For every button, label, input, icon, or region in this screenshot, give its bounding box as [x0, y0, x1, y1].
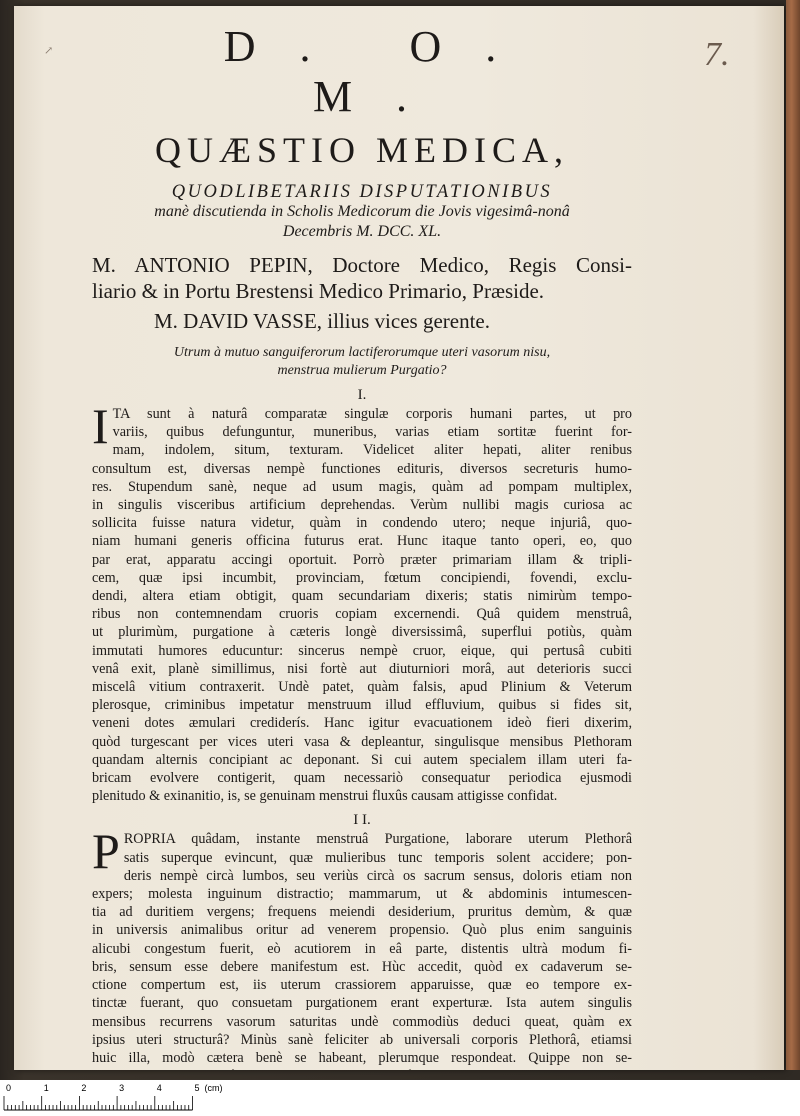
text-line: sollicita fuisse natura videtur, quàm in condendo utero; neque injuriâ, quo- [92, 515, 632, 532]
section-number-2: I I. [353, 812, 371, 829]
ruler-tick-label: 0 [6, 1083, 12, 1093]
text-line: satis superque evincunt, quæ mulieribus tunc temporis solent accidere; pon- [123, 849, 632, 866]
ruler-tick-label: 3 [119, 1083, 125, 1093]
drop-cap-letter: I [92, 398, 109, 454]
text-line: ipsius uteri structurâ? Minùs sanè feliciter ab universali corporis Plethorâ, etiamsi [92, 1031, 632, 1048]
ruler-tick-label: 1 [43, 1083, 49, 1093]
text-line: plenitudo & exinanitio, is, se genuinam menstrui fluxûs causam attigisse confidat. [92, 788, 558, 805]
text-line: plerosque, criminibus impetatur menstruum illud effluvium, quibus si fides sit, [92, 697, 632, 714]
praeses-block [92, 252, 632, 304]
text-line: quandam alternis concipiant ac deponant. Si cui autem specialem illam uteri fa- [92, 751, 632, 768]
subtitle-disputation: QUODLIBETARIIS DISPUTATIONIBUS [171, 182, 553, 202]
section-number-1: I. [357, 387, 367, 403]
text-line: res. Stupendum sanè, neque ad usum magis, quàm ad pompam multiplex, [92, 478, 632, 495]
text-line: ctione compertum est, iis uterum crassiorem apparuisse, quæ eo tempore ex- [92, 977, 632, 994]
text-line: alicubi congestum fuerit, eò acutiorem in eâ parte, distentis ultrà modum fi- [92, 940, 632, 957]
section-2-paragraph [92, 823, 632, 1070]
scale-ruler [0, 1080, 800, 1116]
thesis-question [92, 344, 632, 380]
text-line: cem, quæ ipsi incumbit, provinciam, fœtum concipiendi, fovendi, exclu- [92, 569, 632, 586]
text-line [92, 1067, 632, 1070]
dom-heading: D. O. M. [223, 22, 541, 121]
ruler-ticks [0, 1080, 260, 1116]
text-line: veneni dotes æmulari crediderís. Hanc igitur evacuationem ideò fieri dixerim, [92, 715, 632, 732]
text-line: par erat, apparatu accingi oportuit. Porrò præter primariam illam & tripli- [92, 551, 632, 568]
text-line: expers; molesta inguinum distractio; mammarum, ut & abdominis intumescen- [92, 886, 632, 903]
ruler-tick-label: 4 [156, 1083, 162, 1093]
vices-line: M. DAVID VASSE, illius vices gerente. [154, 309, 490, 333]
ruler-unit-label: (cm) [204, 1083, 223, 1093]
drop-cap-letter: P [92, 823, 120, 880]
text-line: deris nempè circà lumbos, seu veriùs circà os sacrum sensus, doloris etiam non [123, 867, 632, 884]
text-line: ROPRIA quâdam, instante menstruâ Purgatione, laborare uterum Plethorâ [123, 831, 632, 848]
question-line-1: Utrum à mutuo sanguiferorum lactiferorumque uteri vasorum nisu, [173, 345, 551, 360]
text-line: variis, quibus defunguntur, muneribus, varias etiam sortitæ fuerint for- [112, 424, 632, 441]
text-line: huic illa, modò cætera benè se habeant, plerumque respondeat. Quippe non se- [92, 1049, 632, 1066]
text-line: in universis animalibus oritur ad venerem propensio. Quò plus enim sanguinis [92, 922, 632, 939]
question-line-2: menstrua mulierum Purgatio? [277, 363, 447, 378]
page-content [92, 22, 632, 1070]
subtitle-year: Decembris M. DCC. XL. [282, 223, 442, 240]
section-1-paragraph [92, 398, 632, 805]
text-line: niam humani generis officina futurus erat. Hunc itaque tanto operi, eo, quo [92, 533, 632, 550]
folio-number: 7. [704, 36, 730, 73]
text-line: mensibus recurrens vasorum saturitas undè commodiùs deduci queat, quàm ex [92, 1013, 632, 1030]
text-line: ut plurimùm, purgatione à cæteris longè diversissimâ, superflui potiùs, quàm [92, 624, 632, 641]
text-line: tinctæ fuerant, quo consuetam purgationem erant experturæ. Ista autem singulis [92, 995, 632, 1012]
text-line: immutati humores educuntur: sincerus nempè cruor, eique, qui pertusâ cubiti [92, 642, 632, 659]
title-heading: QUÆSTIO MEDICA, [155, 130, 569, 170]
pencil-annotation-mark: ↗ [44, 45, 54, 57]
ruler-tick-label: 2 [81, 1083, 87, 1093]
text-line: tia ad duritiem vergens; frequens meiendi desiderium, pruritus demùm, & quæ [92, 904, 632, 921]
text-line: dendi, altera etiam obtigit, quam secundariam dixeris; statis nimirùm tempo- [92, 588, 632, 605]
text-line: mam, indolem, situm, texturam. Videlicet aliter hepati, aliter renibus [112, 442, 632, 459]
text-line: consultum est, diversas nempè functiones edituris, diversos secreturis humo- [92, 460, 632, 477]
book-edge [786, 0, 800, 1070]
text-line: TA sunt à naturâ comparatæ singulæ corporis humani partes, ut pro [112, 406, 632, 422]
text-line: quòd turgescant per vices uteri vasa & depleantur, singulisque mensibus Plethoram [92, 733, 632, 750]
praeses-line-1: M. ANTONIO PEPIN, Doctore Medico, Regis Consi- [92, 253, 632, 277]
ruler-tick-label: 5 [194, 1083, 200, 1093]
text-line: ribus non contemnendam cruoris copiam excernendi. Quâ quidem menstruâ, [92, 606, 632, 623]
subtitle-date-line: manè discutienda in Scholis Medicorum die Jovis vigesimâ-nonâ [154, 203, 570, 220]
text-line: venâ exit, planè simillimus, nisi fortè aut diuturniori morâ, aut deterioris succi [92, 660, 632, 677]
book-page [14, 6, 784, 1070]
text-line: bricam evolvere contigerit, quam necessariò consequatur periodica ejusmodi [92, 770, 632, 787]
praeses-line-2: liario & in Portu Brestensi Medico Primario, Præside. [92, 279, 545, 303]
text-line: in singulis visceribus artificium deprehendas. Verùm nullibi magis curiosa ac [92, 497, 632, 514]
text-line: bris, sensum esse debere manifestum est. Hùc accedit, quòd ex cadaverum se- [92, 958, 632, 975]
text-line: miscelâ vitium contraxerit. Undè patet, quàm falsis, apud Plinium & Veterum [92, 679, 632, 696]
